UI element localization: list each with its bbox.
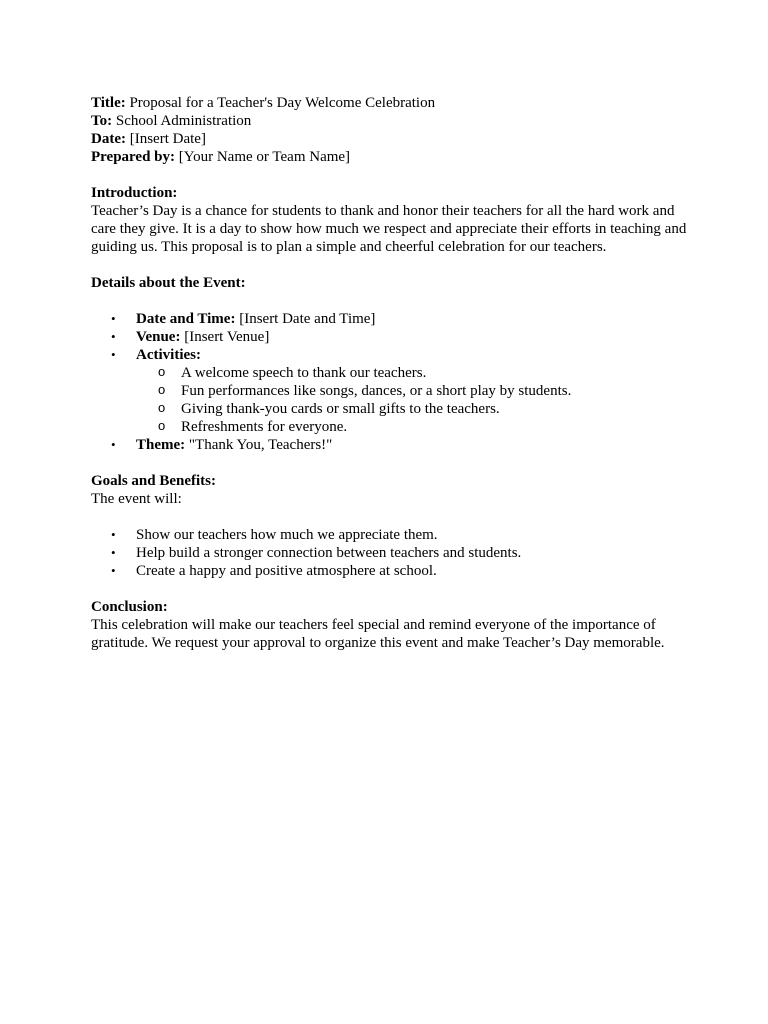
- list-item: [91, 562, 691, 580]
- activity-text: Giving thank-you cards or small gifts to the teachers.: [181, 401, 500, 417]
- bullet-icon: •: [111, 437, 116, 452]
- goals-intro: The event will:: [91, 491, 182, 507]
- bullet-icon: •: [111, 329, 116, 344]
- to-line: [91, 112, 691, 130]
- goals-heading: Goals and Benefits:: [91, 473, 217, 489]
- theme-label: Theme:: [136, 437, 186, 453]
- spacer: [91, 454, 691, 472]
- introduction-text: Teacher’s Day is a chance for students to thank and honor their teachers for all the hard work and care they give. It is a day to show how much we respect and appreciate their efforts in teaching and guiding us. This proposal is to plan a simple and cheerful celebration for our teachers.: [91, 203, 687, 255]
- venue-label: Venue:: [136, 329, 181, 345]
- bullet-icon: •: [111, 311, 116, 326]
- list-item: [136, 382, 691, 400]
- bullet-icon: •: [111, 347, 116, 362]
- sub-bullet-icon: o: [158, 418, 166, 433]
- to-label: To:: [91, 113, 113, 129]
- prepared-by-line: [91, 148, 691, 166]
- introduction-heading: Introduction:: [91, 185, 178, 201]
- bullet-icon: •: [111, 545, 116, 560]
- sub-bullet-icon: o: [158, 364, 166, 379]
- list-item: [91, 310, 691, 328]
- conclusion-heading: Conclusion:: [91, 599, 168, 615]
- list-item: [91, 436, 691, 454]
- title-line: [91, 94, 691, 112]
- theme-value: "Thank You, Teachers!": [188, 437, 333, 453]
- sub-bullet-icon: o: [158, 400, 166, 415]
- details-heading: Details about the Event:: [91, 275, 246, 291]
- bullet-icon: •: [111, 563, 116, 578]
- title-label: Title:: [91, 95, 126, 111]
- document-body: [91, 94, 691, 652]
- goal-text: Create a happy and positive atmosphere at school.: [136, 563, 437, 579]
- goal-text: Show our teachers how much we appreciate them.: [136, 527, 438, 543]
- sub-bullet-icon: o: [158, 382, 166, 397]
- list-item: [136, 400, 691, 418]
- activity-text: Fun performances like songs, dances, or a short play by students.: [181, 383, 572, 399]
- title-value: Proposal for a Teacher's Day Welcome Celebration: [129, 95, 436, 111]
- list-item: [136, 364, 691, 382]
- goal-text: Help build a stronger connection between teachers and students.: [136, 545, 522, 561]
- details-list: [91, 310, 691, 454]
- to-value: School Administration: [115, 113, 252, 129]
- activities-label: Activities:: [136, 347, 201, 363]
- activity-text: Refreshments for everyone.: [181, 419, 348, 435]
- prepared-by-value: [Your Name or Team Name]: [178, 149, 351, 165]
- list-item: [136, 418, 691, 436]
- date-line: [91, 130, 691, 148]
- date-value: [Insert Date]: [129, 131, 206, 147]
- list-item: [91, 328, 691, 346]
- list-item: [91, 346, 691, 436]
- spacer: [91, 166, 691, 184]
- date-time-value: [Insert Date and Time]: [239, 311, 376, 327]
- list-item: [91, 526, 691, 544]
- goals-list: [91, 526, 691, 580]
- prepared-by-label: Prepared by:: [91, 149, 176, 165]
- list-item: [91, 544, 691, 562]
- bullet-icon: •: [111, 527, 116, 542]
- spacer: [91, 580, 691, 598]
- spacer: [91, 508, 691, 526]
- activity-text: A welcome speech to thank our teachers.: [181, 365, 427, 381]
- date-time-label: Date and Time:: [136, 311, 236, 327]
- date-label: Date:: [91, 131, 126, 147]
- activities-list: [136, 364, 691, 436]
- conclusion-text: This celebration will make our teachers feel special and remind everyone of the importance of gratitude. We request your approval to organize this event and make Teacher’s Day memorable.: [91, 617, 665, 651]
- spacer: [91, 292, 691, 310]
- spacer: [91, 256, 691, 274]
- venue-value: [Insert Venue]: [184, 329, 270, 345]
